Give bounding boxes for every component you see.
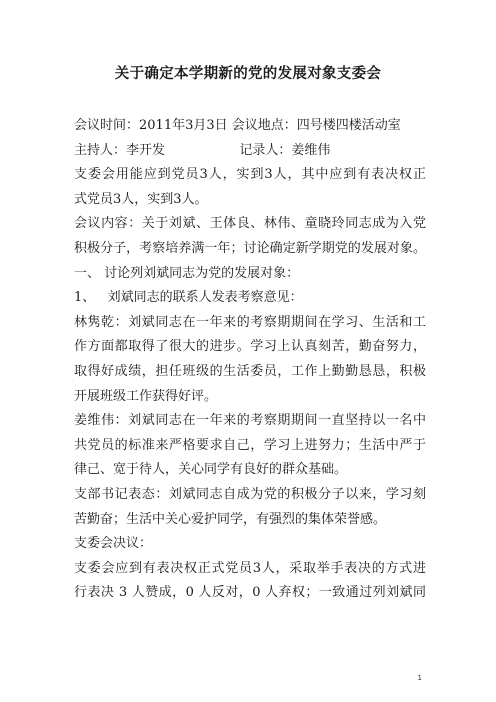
text-line: 林隽乾：刘斌同志在一年来的考察期期间在学习、生活和工	[74, 314, 426, 330]
document-body	[74, 114, 426, 606]
text-line: 支委会决议：	[74, 536, 153, 552]
text-line: 积极分子，考察培养满一年；讨论确定新学期党的发展对象。	[74, 240, 426, 256]
text-line: 开展班级工作获得好评。	[74, 388, 218, 404]
text-line: 支委会应到有表决权正式党员3人，采取举手表决的方式进	[74, 560, 426, 576]
text-line: 姜维伟：刘斌同志在一年来的考察期期间一直坚持以一名中	[74, 413, 426, 429]
text-line: 支部书记表态：刘斌同志自成为党的积极分子以来，学习刻	[74, 486, 426, 502]
text-line: 会议内容：关于刘斌、王体良、林伟、童晓玲同志成为入党	[74, 216, 426, 232]
text-line: 一、 讨论列刘斌同志为党的发展对象：	[74, 265, 300, 281]
text-line: 支委会用能应到党员3人，实到3人，其中应到有表决权正	[74, 167, 426, 183]
text-line: 苦勤奋；生活中关心爱护同学，有强烈的集体荣誉感。	[74, 511, 387, 527]
text-line: 取得好成绩，担任班级的生活委员，工作上勤勤恳恳，积极	[74, 363, 426, 379]
text-line: 共党员的标准来严格要求自己，学习上进努力；生活中严于	[74, 437, 426, 453]
text-line: 行表决 3 人赞成，0 人反对，0 人弃权；一致通过列刘斌同	[74, 585, 426, 601]
text-line: 律己、宽于待人，关心同学有良好的群众基础。	[74, 462, 348, 478]
text-line: 式党员3人，实到3人。	[74, 191, 208, 207]
text-line: 主持人：李开发 记录人：姜维伟	[74, 142, 331, 158]
text-line: 1、 刘斌同志的联系人发表考察意见：	[74, 290, 303, 306]
text-line: 会议时间：2011年3月3日 会议地点：四号楼四楼活动室	[74, 118, 401, 133]
document-title: 关于确定本学期新的党的发展对象支委会	[114, 66, 382, 82]
text-line: 作方面都取得了很大的进步。学习上认真刻苦，勤奋努力，	[74, 339, 426, 355]
page-number: 1	[417, 674, 422, 682]
